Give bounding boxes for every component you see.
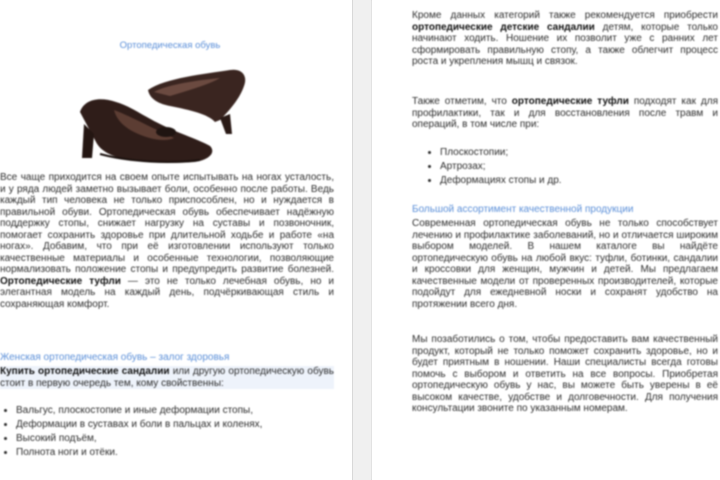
bold-term-children-sandals: ортопедические детские сандалии bbox=[412, 21, 595, 33]
right-section-heading: Большой ассортимент качественной продукции bbox=[412, 204, 634, 215]
intro-bold-term: Ортопедические туфли bbox=[0, 275, 121, 287]
list-item: • Полнота ноги и отёки. bbox=[16, 446, 336, 460]
list-item: • Вальгус, плоскостопие и иные деформации стопы, bbox=[16, 404, 336, 418]
shoe-pair-image bbox=[70, 62, 260, 166]
list-item: • Высокий подъём, bbox=[16, 432, 336, 446]
list-item: • Деформациях стопы и др. bbox=[440, 174, 720, 188]
right-bullet-list bbox=[426, 146, 720, 188]
list-item: • Деформации в суставах и боли в пальцах и коленях, bbox=[16, 418, 336, 432]
left-bullet-list bbox=[2, 404, 336, 460]
section-heading: Женская ортопедическая обувь – залог здоровья bbox=[0, 352, 230, 363]
right-paragraph-2: Также отметим, что ортопедические туфли подходят как для профилактики, так и для восстановления после травм и операций, в том числе при: bbox=[412, 96, 718, 130]
image-caption: Ортопедическая обувь bbox=[119, 40, 221, 51]
right-document-page bbox=[372, 0, 720, 480]
intro-paragraph: Все чаще приходится на своем опыте испытывать на ногах усталость, и у ряда людей заметно вызывает боли, особенно после работы. Ведь каждый тип человека не только приспособлен, но и нуждается в правильной обуви. Ортопедическая обувь обеспечивает надёжную поддержку стопы, снижает нагрузку на суставы и позвоночник, помогает сохранить здоровье при длительной ходьбе и работе «на ногах». Добавим, что при её изготовлении используют только качественные материалы и особенные технологии, позволяющие нормализовать положение стопы и предупредить развитие болезней. Ортопедические туфли — это не только лечебная обувь, но и элегантная модель на каждый день, подчёркивающая стиль и сохраняющая комфорт. bbox=[0, 172, 335, 310]
right-paragraph-1: Кроме данных категорий также рекомендуется приобрести ортопедические детские сандалии детям, которые только начинают ходить. Ношение их позволит уже с ранних лет сформировать правильную стопу, а также облегчит процесс роста и укрепления мышц и связок. bbox=[412, 10, 718, 67]
section-paragraph: Купить ортопедические сандалии или другую ортопедическую обувь стоит в первую очередь тем, кому свойственны: bbox=[0, 366, 335, 389]
list-item: • Артрозах; bbox=[440, 160, 720, 174]
right-paragraph-3: Современная ортопедическая обувь не только способствует лечению и профилактике заболеваний, но и отличается широким выбором моделей. В нашем каталоге вы найдёте ортопедическую обувь на любой вкус: туфли, ботинки, сандалии и кроссовки для женщин, мужчин и детей. Мы предлагаем качественные модели от проверенных производителей, которые подойдут для ежедневной носки и сохранят удобство на протяжении всего дня. bbox=[412, 218, 718, 310]
bold-term-shoes: ортопедические туфли bbox=[511, 96, 629, 107]
section-bold-term: Купить ортопедические сандалии bbox=[0, 366, 170, 377]
right-paragraph-4: Мы позаботились о том, чтобы предоставить вам качественный продукт, который не только поможет сохранить здоровье, но и будет приятным в ношении. Наши специалисты всегда готовы помочь с выбором и ответить на все вопросы. Приобретая ортопедическую обувь у нас, вы можете быть уверены в её высоком качестве, удобстве и долговечности. Для получения консультации звоните по указанным номерам. bbox=[412, 334, 718, 414]
page-gutter bbox=[352, 0, 372, 480]
left-document-page bbox=[0, 0, 352, 480]
list-item: • Плоскостопии; bbox=[440, 146, 720, 160]
